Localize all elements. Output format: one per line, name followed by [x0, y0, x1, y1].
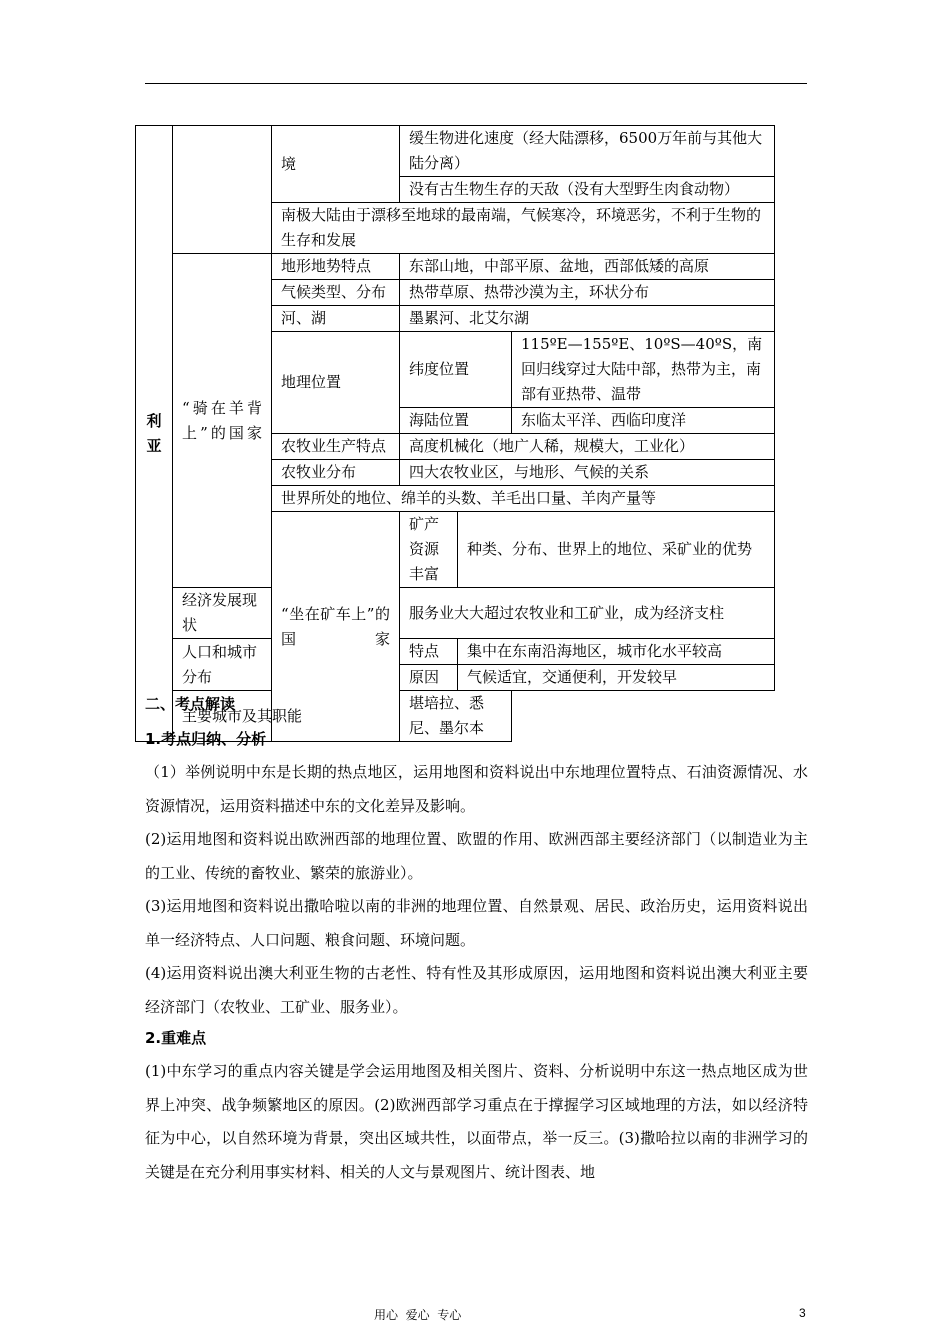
row-value-chengshi: 堪培拉、悉尼、墨尔本: [400, 691, 512, 742]
row-key-tedian: 特点: [400, 639, 458, 665]
row-value-weidu: 115ºE—155ºE、10ºS—40ºS，南回归线穿过大陆中部，热带为主，南部有亚热带、温带: [512, 332, 775, 408]
row-value-kuang: 种类、分布、世界上的地位、采矿业的优势: [458, 512, 775, 588]
row-value-huanjing-1: 缓生物进化速度（经大陆漂移，6500万年前与其他大陆分离）: [400, 126, 775, 177]
row-value-yuanyin: 气候适宜，交通便利，开发较早: [458, 665, 775, 691]
region-label-cell: 利 亚: [136, 126, 173, 742]
row-key-kuang: 矿产资源丰富: [400, 512, 458, 588]
paragraph-3: (3)运用地图和资料说出撒哈啦以南的非洲的地理位置、自然景观、居民、政治历史，运用资料说出单一经济特点、人口问题、粮食问题、环境问题。: [145, 897, 808, 949]
row-value-nanji: 南极大陆由于漂移至地球的最南端，气候寒冷，环境恶劣，不利于生物的生存和发展: [272, 203, 775, 254]
subsection-title-2: 2.重难点: [145, 1029, 207, 1047]
row-value-nongmu: 高度机械化（地广人稀，规模大，工业化）: [400, 434, 775, 460]
row-key-hehu: 河、湖: [272, 306, 400, 332]
page-number: 3: [799, 1306, 806, 1320]
row-key-chengshi: 主要城市及其职能: [173, 691, 400, 742]
row-key-renkou: 人口和城市分布: [173, 639, 272, 691]
header-rule: [145, 83, 807, 84]
row-key-weizhi: 地理位置: [272, 332, 400, 434]
group-mine-country: “坐在矿车上”的国家: [272, 512, 400, 742]
australia-summary-table: [135, 125, 775, 742]
footer-motto: 用心 爱心 专心: [374, 1308, 462, 1322]
paragraph-5: (1)中东学习的重点内容关键是学会运用地图及相关图片、资料、分析说明中东这一热点地区成为世界上冲突、战争频繁地区的原因。(2)欧洲西部学习重点在于撑握学习区域地理的方法，如以经济特征为中心，以自然环境为背景，突出区域共性，以面带点，举一反三。(3)撒哈拉以南的非洲学习的关键是在充分利用事实材料、相关的人文与景观图片、统计图表、地: [145, 1062, 808, 1181]
row-value-qihou: 热带草原、热带沙漠为主，环状分布: [400, 280, 775, 306]
row-key-nongmu: 农牧业生产特点: [272, 434, 400, 460]
section-title: 二、考点解读: [145, 695, 236, 713]
paragraph-4: (4)运用资料说出澳大利亚生物的古老性、特有性及其形成原因，运用地图和资料说出澳大利亚主要经济部门（农牧业、工矿业、服务业）。: [145, 964, 808, 1016]
row-key-jing: 境: [272, 126, 400, 203]
group-empty-cell: [173, 126, 272, 254]
row-key-hailu: 海陆位置: [400, 408, 512, 434]
row-value-tedian: 集中在东南沿海地区，城市化水平较高: [458, 639, 775, 665]
row-key-nongmufb: 农牧业分布: [272, 460, 400, 486]
row-key-yuanyin: 原因: [400, 665, 458, 691]
paragraph-2: (2)运用地图和资料说出欧洲西部的地理位置、欧盟的作用、欧洲西部主要经济部门（以制造业为主的工业、传统的畜牧业、繁荣的旅游业）。: [145, 830, 808, 882]
row-value-hehu: 墨累河、北艾尔湖: [400, 306, 775, 332]
subsection-title-1: 1.考点归纳、分析: [145, 730, 267, 748]
group-sheep-country: “骑在羊背上”的国家: [173, 254, 272, 588]
row-value-dixing: 东部山地，中部平原、盆地，西部低矮的高原: [400, 254, 775, 280]
row-value-nongmufb: 四大农牧业区，与地形、气候的关系: [400, 460, 775, 486]
row-value-jingji: 服务业大大超过农牧业和工矿业，成为经济支柱: [400, 588, 775, 639]
row-key-dixing: 地形地势特点: [272, 254, 400, 280]
row-key-jingji: 经济发展现状: [173, 588, 272, 639]
row-value-hailu: 东临太平洋、西临印度洋: [512, 408, 775, 434]
analysis-section: [145, 692, 808, 1189]
row-key-weidu: 纬度位置: [400, 332, 512, 408]
row-value-huanjing-2: 没有古生物生存的天敌（没有大型野生肉食动物）: [400, 177, 775, 203]
paragraph-1: （1）举例说明中东是长期的热点地区，运用地图和资料说出中东地理位置特点、石油资源情况、水资源情况，运用资料描述中东的文化差异及影响。: [145, 763, 808, 815]
row-key-qihou: 气候类型、分布: [272, 280, 400, 306]
row-value-shijie: 世界所处的地位、绵羊的头数、羊毛出口量、羊肉产量等: [272, 486, 775, 512]
